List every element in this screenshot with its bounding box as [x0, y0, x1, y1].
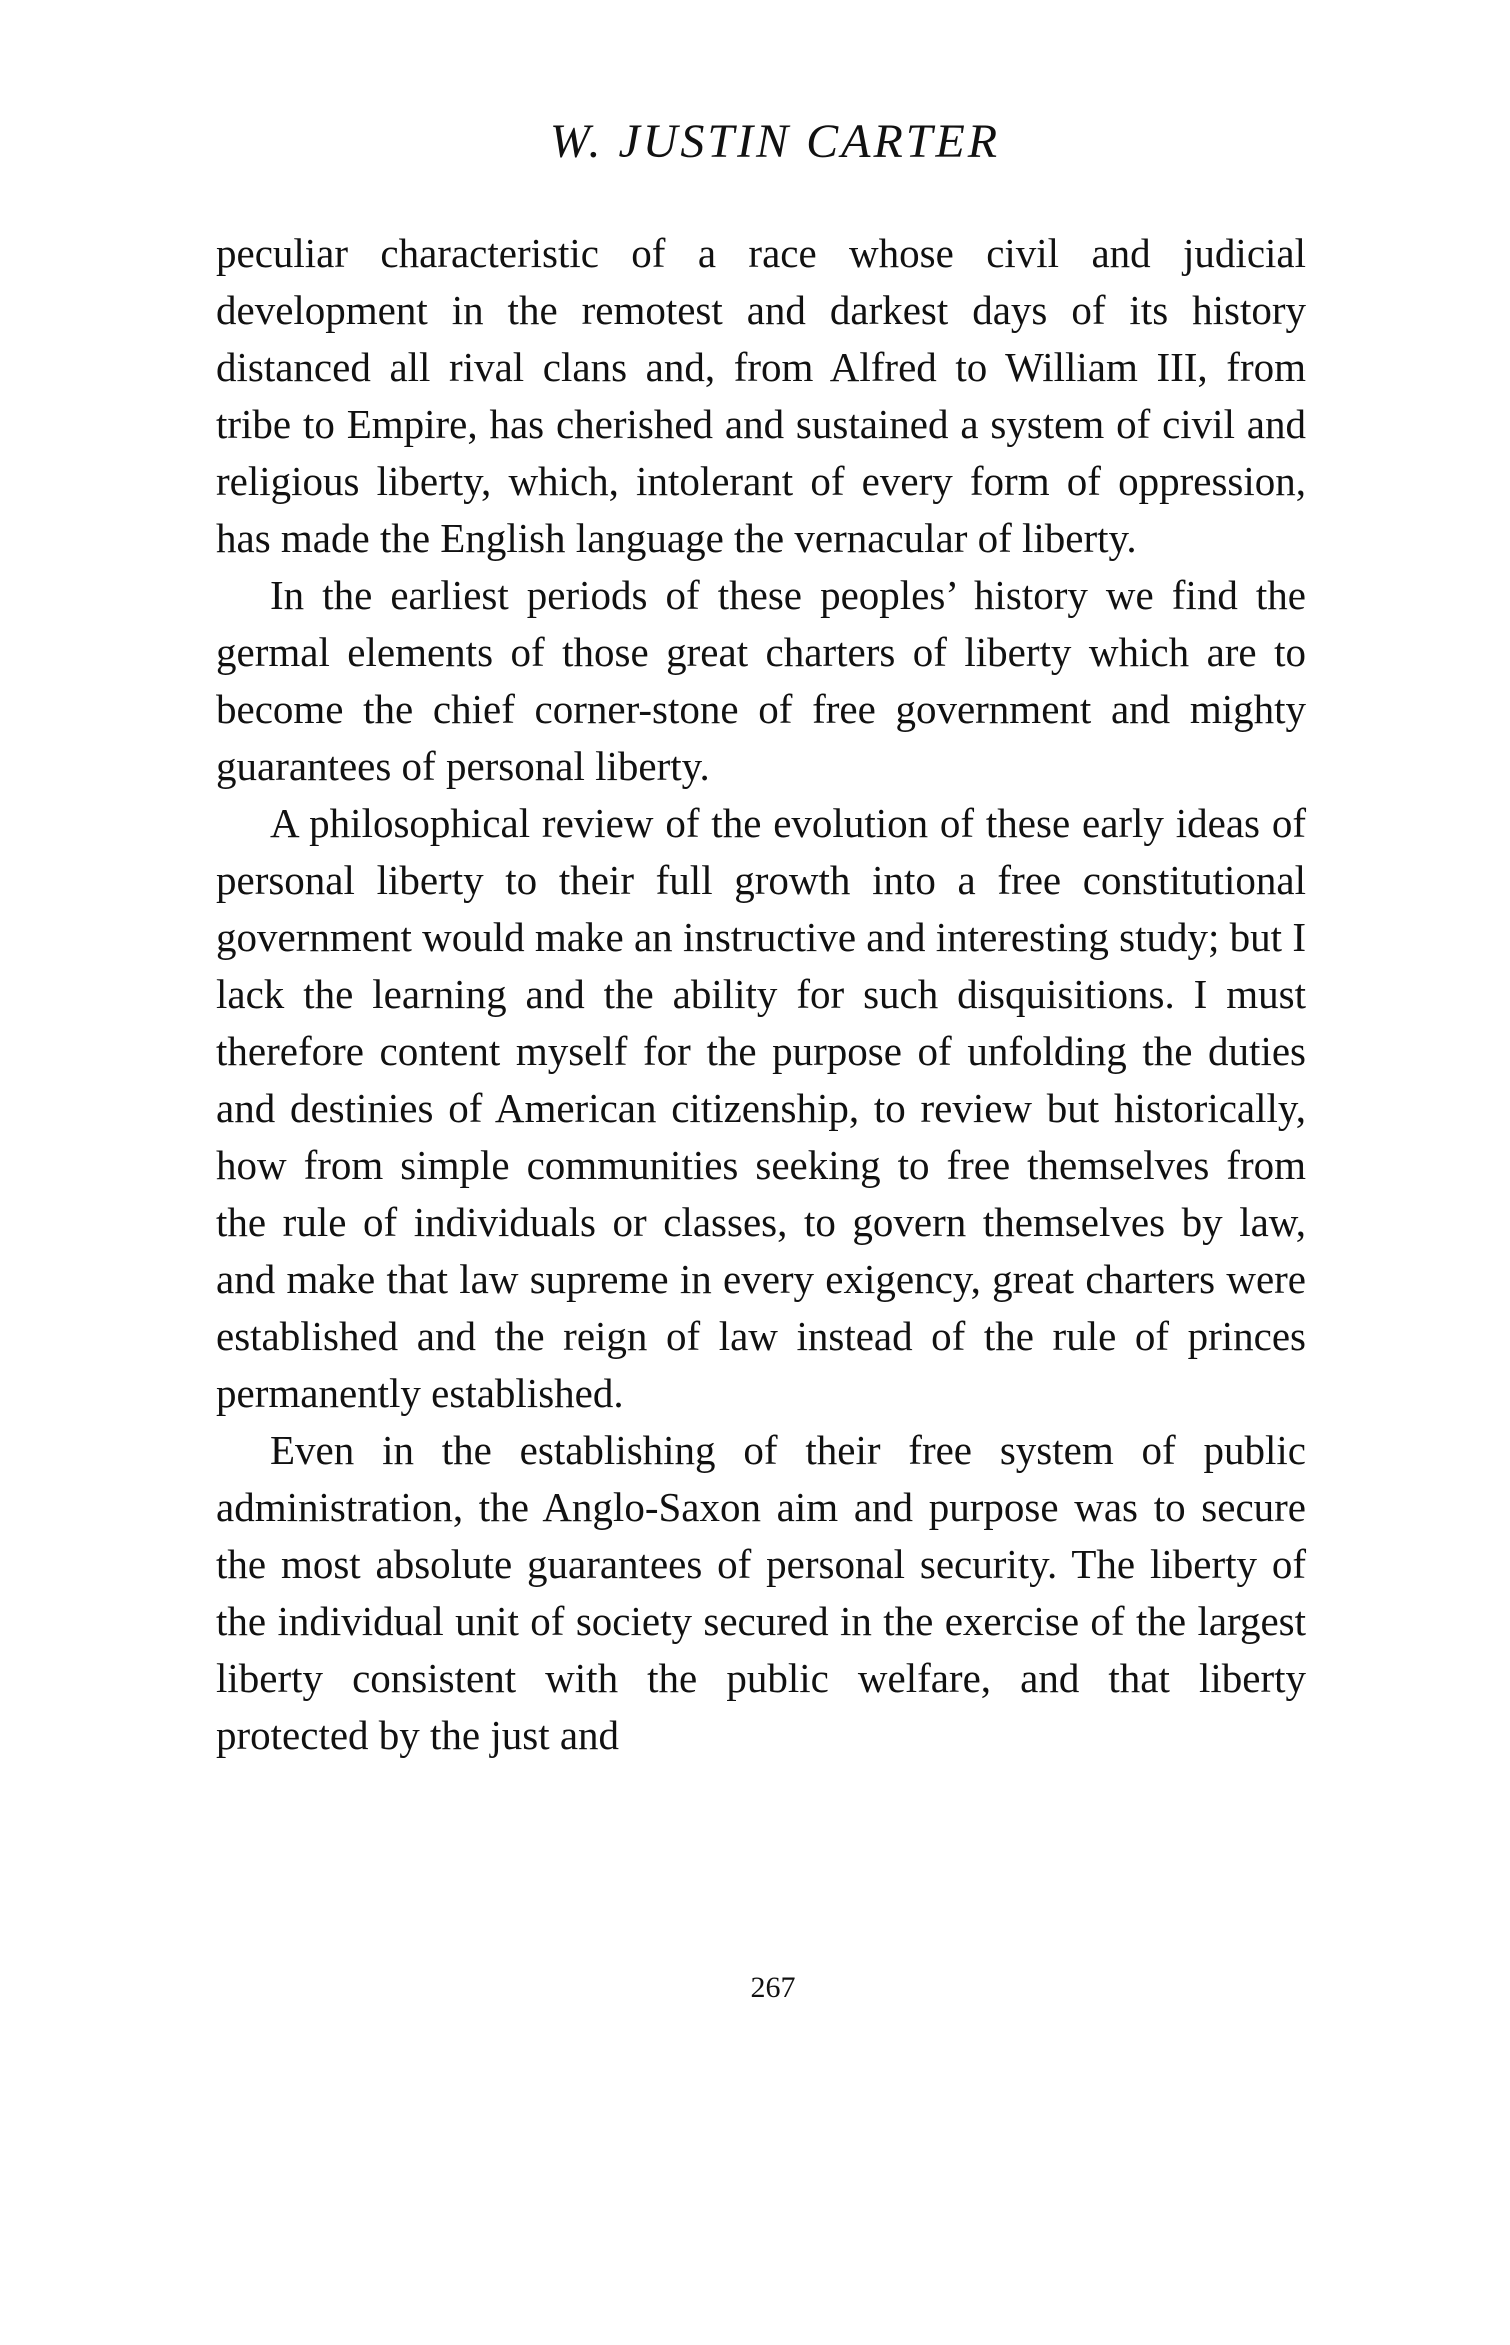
- paragraph: In the earliest periods of these peoples’ history we find the germal elements of those great charters of liberty which are to become the chief corner-stone of free government and mighty guarantees of personal liberty.: [216, 572, 1306, 789]
- paragraph: A philosophical review of the evolution of these early ideas of personal liberty to their full growth into a free constitutional government would make an instructive and interesting study; but I lack the learning and the ability for such disquisitions. I must therefore content myself for the purpose of unfolding the duties and destinies of American citizenship, to review but historically, how from simple communities seeking to free themselves from the rule of individuals or classes, to govern themselves by law, and make that law supreme in every exigency, great charters were established and the reign of law instead of the rule of princes permanently established.: [216, 800, 1306, 1416]
- running-head: W. JUSTIN CARTER: [549, 115, 1001, 168]
- paragraph: Even in the establishing of their free system of public administration, the Anglo-Saxon aim and purpose was to secure the most absolute guarantees of personal security. The liberty of the individual unit of society secured in the exercise of the largest liberty consistent with the public welfare, and that liberty protected by the just and: [216, 1427, 1306, 1758]
- page-number: 267: [750, 1971, 796, 2004]
- body-text: [216, 225, 1306, 1764]
- paragraph-continued: peculiar characteristic of a race whose civil and judicial development in the remotest and darkest days of its history distanced all rival clans and, from Alfred to William III, from tribe to Empire, has cherished and sustained a system of civil and religious liberty, which, intolerant of every form of oppression, has made the English language the vernacular of liberty.: [216, 230, 1306, 561]
